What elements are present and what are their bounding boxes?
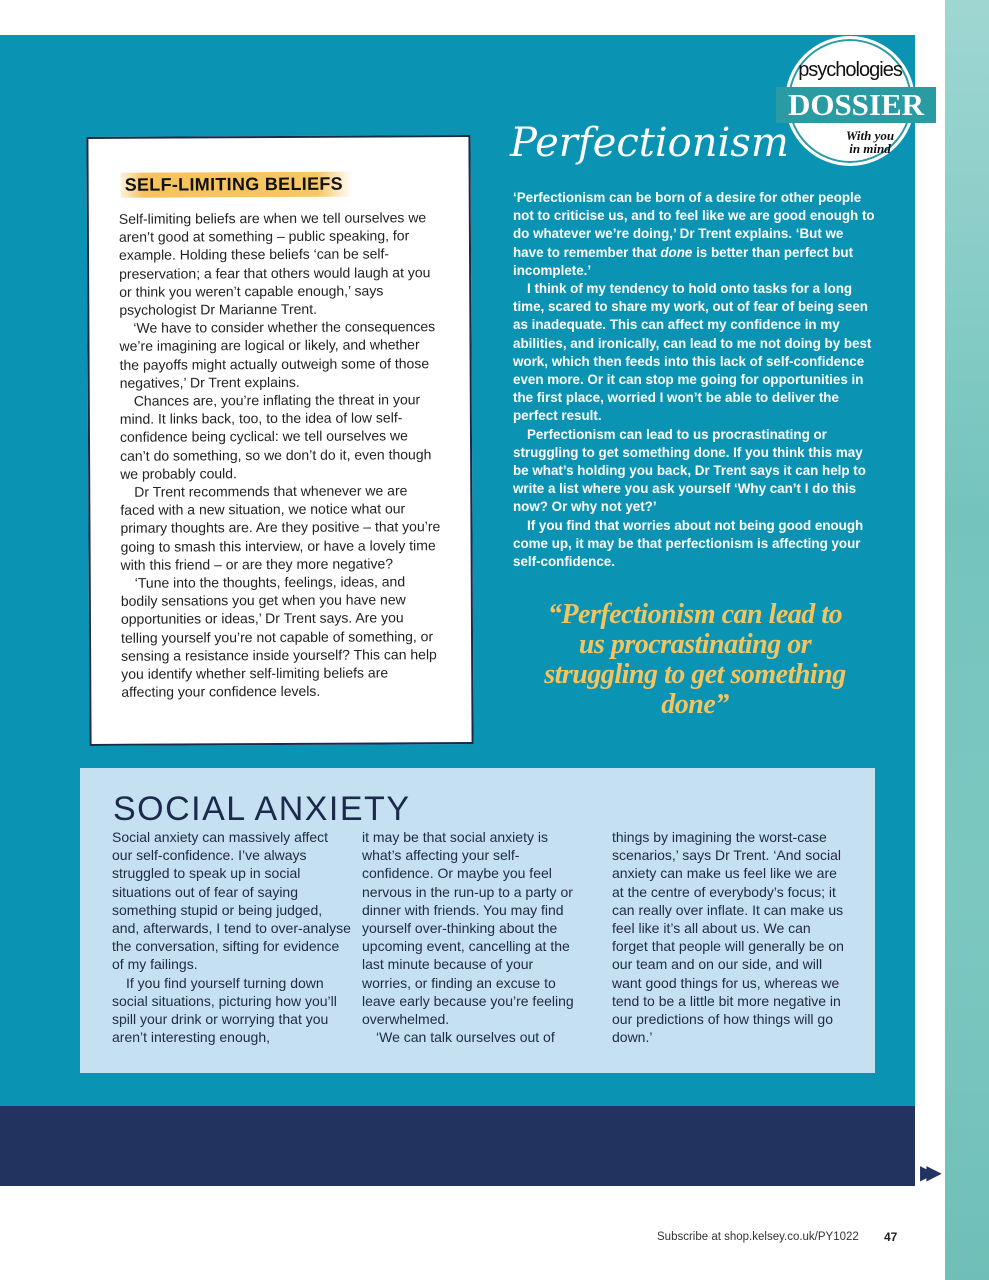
paragraph: ‘Tune into the thoughts, feelings, ideas, and bodily sensations you get when you have new opportunities or ideas,’ Dr Trent says. Are you telling yourself you’re not capable of something, or sensing a resistance inside yourself? This can help you identify whether self-limiting beliefs are affecting your confidence levels. [120,573,437,701]
edge-stripe [945,0,989,1280]
paragraph: Self-limiting beliefs are when we tell ourselves we aren’t good at something – public speaking, for example. Holding these beliefs ‘can be self-preservation; a fear that others would laugh at you or think you weren’t capable enough,’ says psychologist Dr Marianne Trent. [118,209,431,318]
paragraph: Social anxiety can massively affect our self-confidence. I’ve always struggled to speak up in social situations out of fear of saying something stupid or being judged, and, afterwards, I tend to over-analyse the conversation, sifting for evidence of my failings. [112,829,351,973]
box-heading: SELF-LIMITING BELIEFS [121,172,353,198]
page-number: 47 [884,1230,898,1244]
paragraph: Chances are, you’re inflating the threat in your mind. It links back, too, to the idea of low self-confidence being cyclical: we tell ourselves we can’t do something, so we don’t do it, even though we probably could. [119,391,432,482]
tagline-line-2: in mind [849,141,891,156]
navy-band [0,1106,915,1186]
paragraph: it may be that social anxiety is what’s affecting your self-confidence. Or maybe you feel nervous in the run-up to a party or dinner with friends. You may find yourself over-thinking about the upcoming event, cancelling at the last minute because of your worries, or finding an excuse to leave early because you’re feeling overwhelmed. [362,829,574,1028]
paragraph: Dr Trent recommends that whenever we are faced with a new situation, we notice what our primary thoughts are. Are they positive – that you’re going to smash this interview, or have a lovely time with this friend – or are they more negative? [120,482,441,573]
column-3 [612,828,847,1046]
pull-quote: “Perfectionism can lead to us procrastinating or struggling to get something done” [544,599,846,720]
perfectionism-title: Perfectionism [510,120,789,166]
paragraph: Perfectionism can lead to us procrastinating or struggling to get something done. If you think this may be what’s holding you back, Dr Trent says it can help to write a list where you ask yourself ‘Why can’t I do this now? Or why not yet?’ [513,426,866,515]
text: ‘Perfectionism can be born of a desire for other people not to criticise us, and to feel like we are good enough to do whatever we’re doing,’ Dr Trent explains. ‘But we have to remember that [513,190,875,260]
self-limiting-beliefs-box [86,135,473,746]
paragraph: I think of my tendency to hold onto tasks for a long time, scared to share my work, out of fear of being seen as inadequate. This can affect my confidence in my abilities, and ironically, can lead to me not doing by best work, which then feeds into this lack of self-confidence even more. Or it can stop me going for opportunities in the first place, worried I won’t be able to deliver the perfect result. [513,281,872,424]
text: is better than perfect but incomplete.’ [513,244,854,278]
paragraph: ‘We have to consider whether the consequences we’re imagining are logical or likely, and whether the payoffs might actually outweigh some of those negatives,’ Dr Trent explains. [119,318,436,391]
subscribe-text: Subscribe at shop.kelsey.co.uk/PY1022 [657,1231,859,1243]
next-page-arrows-icon: ▶▶ [920,1162,933,1184]
column-1 [112,828,352,1046]
brand-logo: psychologies [798,59,902,81]
column-2 [362,828,577,1046]
dossier-label: DOSSIER [776,87,936,123]
tagline-line-1: With you [845,128,895,143]
box-body [119,208,442,701]
perfectionism-body [513,189,875,571]
emphasis: done [660,244,693,260]
paragraph: If you find that worries about not being good enough come up, it may be that perfectionism is affecting your self-confidence. [513,517,864,570]
paragraph: things by imagining the worst-case scenarios,’ says Dr Trent. ‘And social anxiety can make us feel like we are at the centre of everybody’s focus; it can really over inflate. It can make us feel like it’s all about us. We can forget that people will generally be on our team and on our side, and will want good things for us, whereas we tend to be a little bit more negative in our predictions of how things will go down.’ [612,829,844,1046]
social-anxiety-box [80,768,875,1073]
badge-tagline [788,129,912,155]
social-anxiety-title: SOCIAL ANXIETY [113,790,411,828]
paragraph: ‘We can talk ourselves out of [376,1029,555,1046]
dossier-badge [785,36,925,166]
paragraph [513,189,875,280]
paragraph: If you find yourself turning down social situations, picturing how you’ll spill your drink or worrying that you aren’t interesting enough, [112,974,337,1046]
